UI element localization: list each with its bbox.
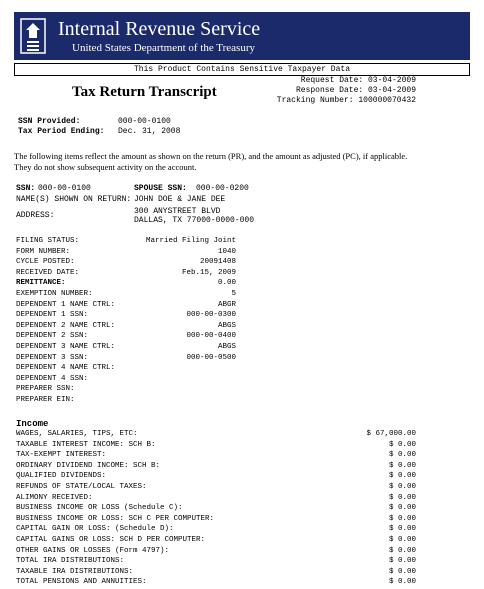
field-label: DEPENDENT 3 NAME CTRL: bbox=[16, 342, 116, 351]
income-label: ORDINARY DIVIDEND INCOME: SCH B: bbox=[16, 461, 161, 470]
income-value: $ 0.00 bbox=[388, 493, 416, 502]
spouse-ssn-label: SPOUSE SSN: bbox=[134, 184, 187, 193]
income-value: $ 0.00 bbox=[388, 535, 416, 544]
income-row bbox=[16, 547, 416, 558]
field-value: ABGS bbox=[217, 321, 236, 330]
income-value: $ 0.00 bbox=[388, 546, 416, 555]
address-line-1: 300 ANYSTREET BLVD bbox=[134, 207, 221, 216]
income-value: $ 0.00 bbox=[388, 504, 416, 513]
request-date: Request Date: 03-04-2009 bbox=[300, 76, 416, 85]
field-value: 20091408 bbox=[199, 258, 236, 267]
income-label: TAXABLE INTEREST INCOME: SCH B: bbox=[16, 440, 156, 449]
ssn-label: SSN: bbox=[16, 184, 36, 193]
income-value: $ 0.00 bbox=[388, 557, 416, 566]
income-label: TAX-EXEMPT INTEREST: bbox=[16, 451, 107, 460]
income-label: CAPITAL GAINS OR LOSS: SCH D PER COMPUTER: bbox=[16, 535, 206, 544]
income-label: BUSINESS INCOME OR LOSS (Schedule C): bbox=[16, 504, 183, 513]
field-label: PREPARER SSN: bbox=[16, 385, 75, 394]
field-value: 000-00-0300 bbox=[186, 311, 236, 320]
field-value: Feb.15, 2009 bbox=[181, 268, 236, 277]
income-label: REFUNDS OF STATE/LOCAL TAXES: bbox=[16, 482, 147, 491]
field-value: ABGR bbox=[217, 300, 236, 309]
income-label: TOTAL PENSIONS AND ANNUITIES: bbox=[16, 578, 147, 587]
income-label: TAXABLE IRA DISTRIBUTIONS: bbox=[16, 567, 134, 576]
income-row bbox=[16, 578, 416, 589]
field-label: PREPARER EIN: bbox=[16, 395, 75, 404]
income-label: BUSINESS INCOME OR LOSS: SCH C PER COMPUTER: bbox=[16, 514, 215, 523]
address-label: ADDRESS: bbox=[16, 211, 55, 220]
field-label: EXEMPTION NUMBER: bbox=[16, 289, 93, 298]
field-label: DEPENDENT 2 SSN: bbox=[16, 332, 89, 341]
field-value: Married Filing Joint bbox=[145, 237, 236, 245]
intro-paragraph: The following items reflect the amount as shown on the return (PR), and the amount as adjusted (PC), if applicable. They do not show subsequent activity on the account. bbox=[14, 151, 408, 172]
income-label: ALIMONY RECEIVED: bbox=[16, 493, 93, 502]
spouse-ssn-value: 000-00-0200 bbox=[196, 184, 249, 193]
income-value: $ 0.00 bbox=[388, 440, 416, 449]
income-row bbox=[16, 472, 416, 483]
field-value: 000-00-0400 bbox=[186, 332, 236, 341]
field-label: DEPENDENT 4 NAME CTRL: bbox=[16, 364, 116, 373]
field-label: DEPENDENT 4 SSN: bbox=[16, 374, 89, 383]
ssn-provided-label: SSN Provided: bbox=[18, 117, 81, 126]
field-label: FILING STATUS: bbox=[16, 237, 80, 245]
income-row bbox=[16, 568, 416, 579]
irs-eagle-logo-icon bbox=[20, 18, 46, 54]
income-value: $ 0.00 bbox=[388, 461, 416, 470]
field-label: RECEIVED DATE: bbox=[16, 268, 80, 277]
field-value: 1040 bbox=[217, 247, 236, 256]
income-label: TOTAL IRA DISTRIBUTIONS: bbox=[16, 557, 125, 566]
page-title: Tax Return Transcript bbox=[72, 84, 217, 100]
income-row bbox=[16, 515, 416, 526]
income-row bbox=[16, 483, 416, 494]
tax-period-value: Dec. 31, 2008 bbox=[118, 127, 181, 136]
field-label: DEPENDENT 1 NAME CTRL: bbox=[16, 300, 116, 309]
tax-period-label: Tax Period Ending: bbox=[18, 127, 105, 136]
income-value: $ 0.00 bbox=[388, 525, 416, 534]
income-list bbox=[16, 430, 416, 589]
field-value: 5 bbox=[231, 289, 236, 298]
department-name: United States Department of the Treasury bbox=[72, 42, 255, 54]
income-row bbox=[16, 525, 416, 536]
income-row bbox=[16, 430, 416, 441]
address-line-2: DALLAS, TX 77000-0000-000 bbox=[134, 216, 255, 225]
response-date: Response Date: 03-04-2009 bbox=[295, 86, 416, 95]
income-value: $ 0.00 bbox=[388, 567, 416, 576]
income-label: CAPITAL GAIN OR LOSS: (Schedule D): bbox=[16, 525, 174, 534]
income-value: $ 0.00 bbox=[388, 482, 416, 491]
income-row bbox=[16, 462, 416, 473]
income-label: WAGES, SALARIES, TIPS, ETC: bbox=[16, 430, 138, 438]
ssn-value: 000-00-0100 bbox=[38, 184, 91, 193]
names-value: JOHN DOE & JANE DEE bbox=[134, 195, 226, 204]
income-value: $ 0.00 bbox=[388, 451, 416, 460]
income-label: QUALIFIED DIVIDENDS: bbox=[16, 472, 107, 481]
income-value: $ 0.00 bbox=[388, 472, 416, 481]
income-value: $ 67,000.00 bbox=[366, 430, 416, 438]
income-value: $ 0.00 bbox=[388, 578, 416, 587]
field-label: FORM NUMBER: bbox=[16, 247, 71, 256]
field-label: DEPENDENT 2 NAME CTRL: bbox=[16, 321, 116, 330]
income-value: $ 0.00 bbox=[388, 514, 416, 523]
agency-name: Internal Revenue Service bbox=[58, 18, 261, 40]
sensitive-data-notice: This Product Contains Sensitive Taxpayer Data bbox=[14, 63, 470, 76]
income-heading: Income bbox=[16, 419, 49, 429]
income-label: OTHER GAINS OR LOSSES (Form 4797): bbox=[16, 546, 170, 555]
field-label: CYCLE POSTED: bbox=[16, 258, 75, 267]
field-label: DEPENDENT 3 SSN: bbox=[16, 353, 89, 362]
tracking-number: Tracking Number: 100000070432 bbox=[276, 96, 416, 105]
field-value: 0.00 bbox=[217, 279, 236, 288]
income-row bbox=[16, 504, 416, 515]
field-label: REMITTANCE: bbox=[16, 279, 66, 288]
ssn-provided-value: 000-00-0100 bbox=[118, 117, 171, 126]
field-value: 000-00-0500 bbox=[186, 353, 236, 362]
field-value: ABGS bbox=[217, 342, 236, 351]
income-row bbox=[16, 494, 416, 505]
income-row bbox=[16, 451, 416, 462]
names-label: NAME(S) SHOWN ON RETURN: bbox=[16, 195, 132, 204]
irs-banner bbox=[14, 12, 470, 60]
income-row bbox=[16, 536, 416, 547]
income-row bbox=[16, 557, 416, 568]
field-label: DEPENDENT 1 SSN: bbox=[16, 311, 89, 320]
income-row bbox=[16, 441, 416, 452]
